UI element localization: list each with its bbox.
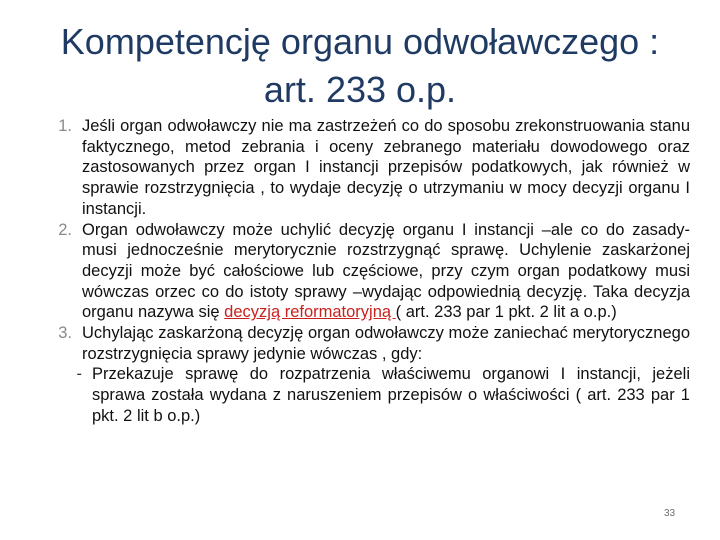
- list-item-3: [58, 323, 690, 364]
- list-item-2: [58, 220, 690, 324]
- title-line-2: art. 233 o.p.: [263, 69, 457, 110]
- list-item-text: Przekazuje sprawę do rozpatrzenia właściwemu organowi I instancji, jeżeli sprawa została wydana z naruszeniem przepisów o właściwości ( art. 233 par 1 pkt. 2 lit b o.p.): [92, 365, 690, 425]
- list-item-text: Organ odwoławczy może uchylić decyzję organu I instancji –ale co do zasady- musi jednocześnie merytorycznie rozstrzygnąć sprawę. Uchylenie zaskarżonej decyzji może być całościowe lub częściowe, przy czym organ podatkowy musi wówczas orzec co do istoty sprawy –wydając odpowiednią decyzję. Taka decyzja organu nazywa się: [82, 220, 690, 322]
- list-marker: 1.: [58, 117, 72, 135]
- list-marker: 3.: [58, 324, 72, 343]
- page-number: 33: [664, 508, 676, 519]
- slide-title: [20, 18, 700, 114]
- list-item-dash: [76, 364, 690, 426]
- list-marker: 2.: [58, 220, 72, 239]
- list-item-1: [58, 116, 690, 220]
- list-item-text: Jeśli organ odwoławczy nie ma zastrzeżeń co do sposobu zrekonstruowania stanu faktycznego, metod zebrania i oceny zebranego materiału dowodowego oraz zastosowanych przez organ I instancji przepisów podatkowych, jak również w sprawie rozstrzygnięcia , to wydaje decyzję o utrzymaniu w mocy decyzji organu I instancji.: [82, 117, 690, 218]
- list-item-text: Uchylając zaskarżoną decyzję organ odwoławczy może zaniechać merytorycznego rozstrzygnięcia sprawy jedynie wówczas , gdy:: [82, 324, 690, 363]
- underlined-term: decyzją reformatoryjną: [224, 303, 396, 322]
- list-item-text-after: ( art. 233 par 1 pkt. 2 lit a o.p.): [395, 303, 617, 322]
- slide-body: [58, 116, 690, 427]
- dash-marker: -: [76, 365, 82, 384]
- title-line-1: Kompetencję organu odwoławczego :: [60, 21, 660, 62]
